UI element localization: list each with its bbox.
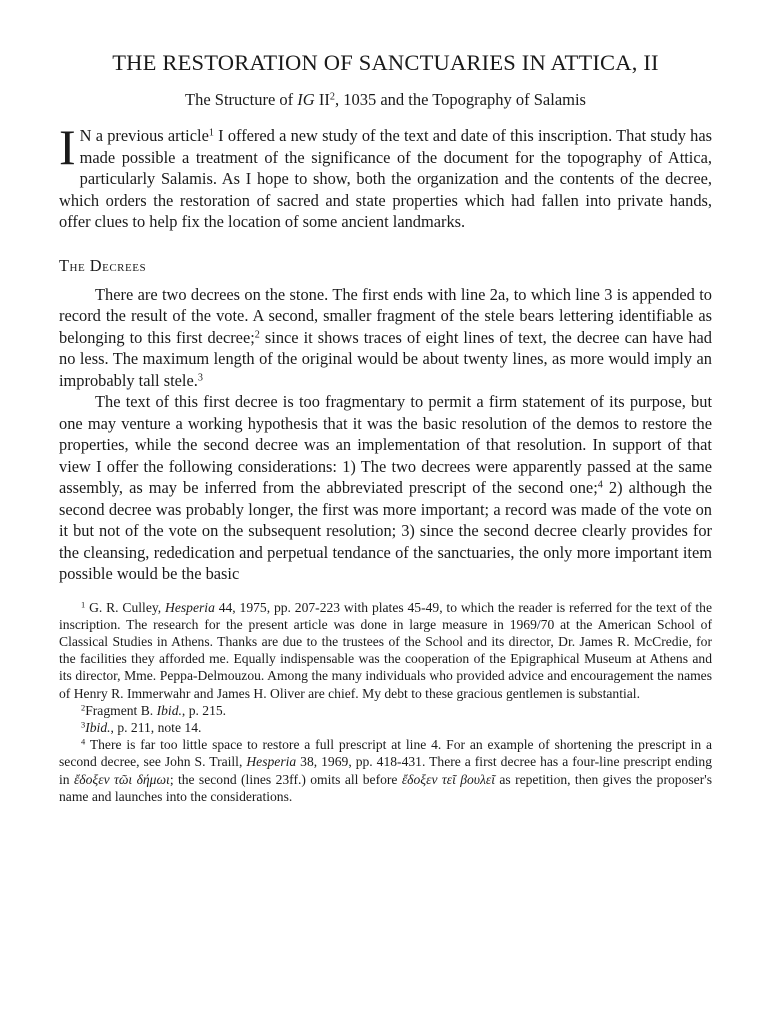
para1-text-1: There are two decrees on the stone. The first ends with line 2a, to which line 3 is appended to record the result of the vote. A second, smaller fragment of the stele bears lettering identifiable as belonging to this first decree;	[59, 284, 712, 347]
footnote-3-ibid: Ibid.	[85, 719, 111, 735]
subtitle-sup: 2	[329, 91, 335, 103]
footnote-1-number: 1	[81, 598, 86, 609]
footnote-4-number: 4	[81, 736, 86, 747]
footnote-2-pre: Fragment B.	[85, 702, 157, 718]
intro-paragraph	[59, 119, 712, 233]
footnote-3-post: , p. 211, note 14.	[110, 719, 202, 735]
footnote-1	[59, 599, 712, 702]
footnote-2	[59, 702, 712, 719]
footnote-2-number: 2	[81, 702, 86, 713]
footnote-4	[59, 736, 712, 805]
body-paragraph-2	[59, 391, 712, 585]
para1-text-2: since it shows traces of eight lines of text, the decree can have had no less. The maximum length of the original would be about twenty lines, as more would imply an improbably tall stele.	[59, 327, 712, 390]
footnote-ref-3[interactable]: 3	[197, 371, 203, 383]
footnote-ref-1[interactable]: 1	[208, 127, 214, 139]
footnote-4-text-1: There is far too little space to restore a full prescript at line 4. For an example of shortening the prescript in a second decree, see John S. Traill,	[59, 737, 712, 770]
article-page	[59, 50, 712, 805]
article-title: THE RESTORATION OF SANCTUARIES IN ATTICA, II	[112, 50, 659, 75]
footnotes	[59, 599, 712, 805]
footnote-4-journal: Hesperia	[246, 754, 297, 770]
article-subtitle	[59, 90, 712, 110]
para2-text-1: The text of this first decree is too fragmentary to permit a firm statement of its purpose, but one may venture a working hypothesis that it was the basic resolution of the demos to restore the properties, while the second decree was an implementation of that resolution. In support of that view I offer the following considerations: 1) The two decrees were apparently passed at the same assembly, as may be inferred from the abbreviated prescript of the second one;	[59, 392, 712, 497]
footnote-2-ibid: Ibid.	[156, 702, 182, 718]
intro-text-2: I offered a new study of the text and date of this inscription. That study has made possible a treatment of the significance of the document for the topography of Attica, particularly Salamis. As I hope to show, both the organization and the contents of the decree, which orders the restoration of sacred and state properties which had fallen into private hands, offer clues to help fix the location of some ancient landmarks.	[59, 126, 712, 231]
footnote-ref-2[interactable]: 2	[254, 328, 260, 340]
footnote-3	[59, 719, 712, 736]
footnote-4-text-4: as repetition, then gives the proposer's name and launches into the considerations.	[59, 771, 712, 804]
intro-text-1: N a previous article	[79, 126, 209, 145]
subtitle-post: , 1035 and the Topography of Salamis	[334, 90, 586, 109]
drop-cap: I	[59, 119, 76, 175]
subtitle-pre: The Structure of	[185, 90, 298, 109]
footnote-2-post: , p. 215.	[181, 702, 227, 718]
subtitle-mid: II	[314, 90, 330, 109]
footnote-4-greek-2: ἔδοξεν τεῖ βουλεῖ	[401, 771, 496, 787]
footnote-4-text-2: 38, 1969, pp. 418-431. There a first decree has a four-line prescript ending in	[59, 754, 712, 787]
footnote-3-number: 3	[81, 719, 86, 730]
footnote-1-post: 44, 1975, pp. 207-223 with plates 45-49, to which the reader is referred for the text of the inscription. The research for the present article was done in large measure in 1969/70 at the American School of Classical Studies in Athens. Thanks are due to the trustees of the School and its director, Dr. James R. McCredie, for the facilities they afforded me. Equally indispensable was the cooperation of the Epigraphical Museum at Athens and its director, Mme. Peppa-Delmouzou. Among the many individuals who provided advice and encouragement the names of Henry R. Immerwahr and James H. Oliver are chief. My debt to these gracious gentlemen is substantial.	[59, 599, 712, 701]
footnote-4-text-3: ; the second (lines 23ff.) omits all before	[169, 771, 402, 787]
footnote-1-pre: G. R. Culley,	[89, 599, 166, 615]
section-heading: The Decrees	[59, 255, 147, 275]
footnote-4-greek-1: ἔδοξεν τῶι δήμωι	[73, 771, 170, 787]
body-paragraph-1	[59, 284, 712, 392]
footnote-1-journal: Hesperia	[165, 599, 215, 615]
footnote-ref-4[interactable]: 4	[597, 479, 603, 491]
subtitle-ig: IG	[297, 90, 315, 109]
para2-text-2: 2) although the second decree was probably longer, the first was more important; a record was made of the vote on it but not of the vote on the subsequent resolution; 3) since the second decree clearly provides for the cleansing, rededication and perpetual tendance of the sanctuaries, the only more important item possible would be the basic	[59, 478, 712, 583]
